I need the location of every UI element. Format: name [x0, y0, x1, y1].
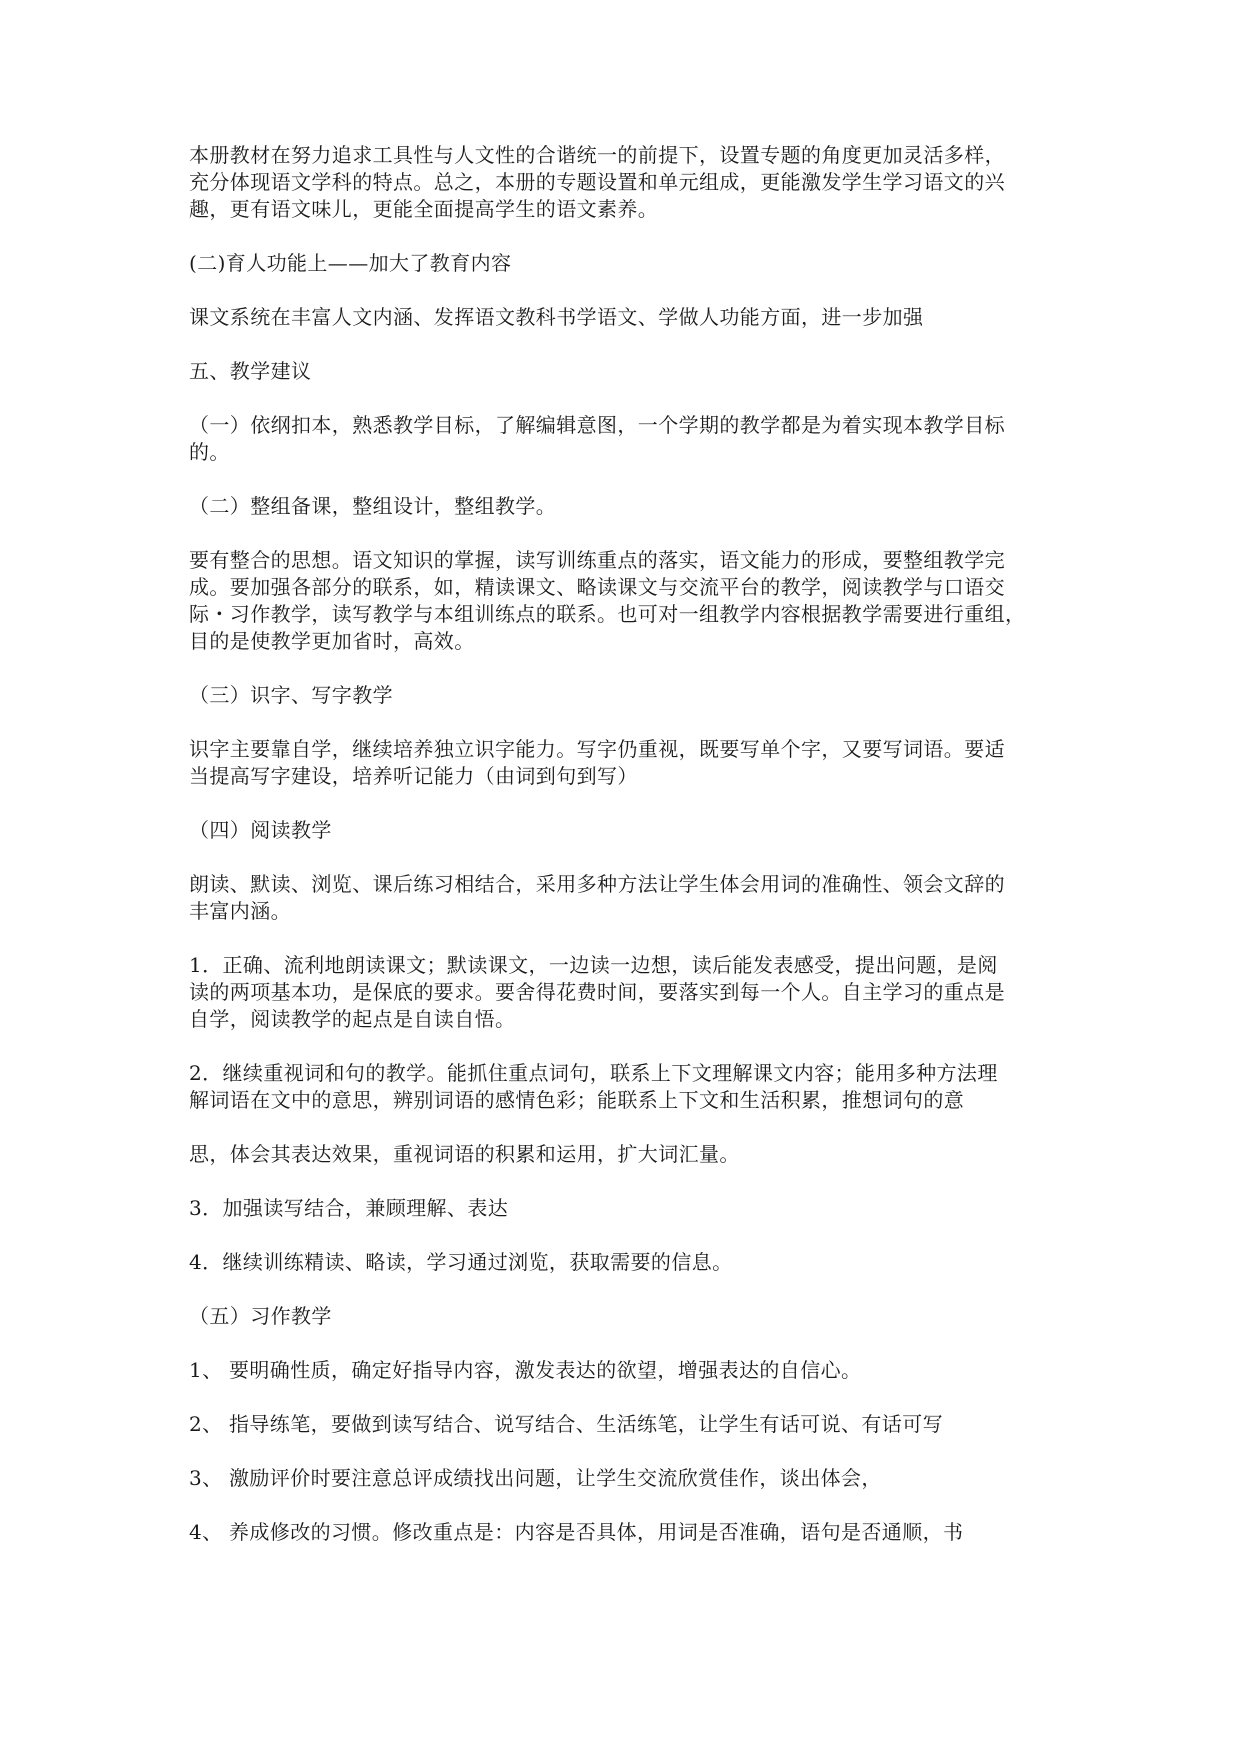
list-item	[189, 1411, 1059, 1438]
section-heading	[189, 250, 1059, 277]
text-line: 丰富内涵。	[189, 899, 291, 923]
text-line: 五、教学建议	[189, 359, 312, 383]
list-text: 要明确性质，确定好指导内容，激发表达的欲望，增强表达的自信心。	[229, 1358, 862, 1382]
list-item	[189, 1519, 1059, 1546]
paragraph	[189, 736, 1059, 790]
paragraph	[189, 304, 1059, 331]
list-text: 指导练笔，要做到读写结合、说写结合、生活练笔，让学生有话可说、有话可写	[229, 1412, 943, 1436]
text-line: 3．加强读写结合，兼顾理解、表达	[189, 1196, 509, 1220]
text-line: 4．继续训练精读、略读，学习通过浏览，获取需要的信息。	[189, 1250, 733, 1274]
list-text: 激励评价时要注意总评成绩找出问题，让学生交流欣赏佳作，谈出体会，	[229, 1466, 882, 1490]
paragraph	[189, 412, 1059, 466]
text-line: 要有整合的思想。语文知识的掌握，读写训练重点的落实，语文能力的形成，要整组教学完	[189, 548, 1005, 572]
paragraph	[189, 1141, 1059, 1168]
paragraph	[189, 1249, 1059, 1276]
text-line: 目的是使教学更加省时，高效。	[189, 629, 475, 653]
section-heading	[189, 817, 1059, 844]
text-line: 解词语在文中的意思，辨别词语的感情色彩；能联系上下文和生活积累，推想词句的意	[189, 1088, 965, 1112]
text-line: 自学，阅读教学的起点是自读自悟。	[189, 1007, 516, 1031]
text-line: 课文系统在丰富人文内涵、发挥语文教科书学语文、学做人功能方面，进一步加强	[189, 305, 924, 329]
text-line: 当提高写字建设，培养听记能力（由词到句到写）	[189, 764, 638, 788]
text-line: 趣，更有语文味儿，更能全面提高学生的语文素养。	[189, 197, 659, 221]
text-line: 充分体现语文学科的特点。总之，本册的专题设置和单元组成，更能激发学生学习语文的兴	[189, 170, 1005, 194]
text-line: 际・习作教学，读写教学与本组训练点的联系。也可对一组教学内容根据教学需要进行重组，	[189, 602, 1026, 626]
text-line: （三）识字、写字教学	[189, 683, 393, 707]
list-number: 1、	[189, 1358, 223, 1382]
list-text: 养成修改的习惯。修改重点是：内容是否具体，用词是否准确，语句是否通顺，书	[229, 1520, 964, 1544]
document-page	[189, 142, 1059, 1546]
text-line: （二）整组备课，整组设计，整组教学。	[189, 494, 557, 518]
text-line: 的。	[189, 440, 230, 464]
section-heading	[189, 1303, 1059, 1330]
text-line: 思，体会其表达效果，重视词语的积累和运用，扩大词汇量。	[189, 1142, 740, 1166]
text-line: 1．正确、流利地朗读课文；默读课文，一边读一边想，读后能发表感受，提出问题，是阅	[189, 953, 998, 977]
list-number: 3、	[189, 1466, 223, 1490]
paragraph	[189, 547, 1059, 655]
text-line: 读的两项基本功，是保底的要求。要舍得花费时间，要落实到每一个人。自主学习的重点是	[189, 980, 1005, 1004]
paragraph	[189, 142, 1059, 223]
text-line: 本册教材在努力追求工具性与人文性的合谐统一的前提下，设置专题的角度更加灵活多样，	[189, 143, 1005, 167]
section-heading	[189, 493, 1059, 520]
list-number: 4、	[189, 1520, 223, 1544]
paragraph	[189, 871, 1059, 925]
section-heading	[189, 358, 1059, 385]
text-line: （四）阅读教学	[189, 818, 332, 842]
paragraph	[189, 1195, 1059, 1222]
paragraph	[189, 952, 1059, 1033]
section-heading	[189, 682, 1059, 709]
text-line: 朗读、默读、浏览、课后练习相结合，采用多种方法让学生体会用词的准确性、领会文辞的	[189, 872, 1005, 896]
list-item	[189, 1465, 1059, 1492]
text-line: (二)育人功能上——加大了教育内容	[189, 251, 512, 275]
text-line: 成。要加强各部分的联系，如，精读课文、略读课文与交流平台的教学，阅读教学与口语交	[189, 575, 1005, 599]
list-item	[189, 1357, 1059, 1384]
text-line: 2．继续重视词和句的教学。能抓住重点词句，联系上下文理解课文内容；能用多种方法理	[189, 1061, 998, 1085]
text-line: （五）习作教学	[189, 1304, 332, 1328]
paragraph	[189, 1060, 1059, 1114]
list-number: 2、	[189, 1412, 223, 1436]
text-line: （一）依纲扣本，熟悉教学目标，了解编辑意图，一个学期的教学都是为着实现本教学目标	[189, 413, 1005, 437]
text-line: 识字主要靠自学，继续培养独立识字能力。写字仍重视，既要写单个字，又要写词语。要适	[189, 737, 1005, 761]
